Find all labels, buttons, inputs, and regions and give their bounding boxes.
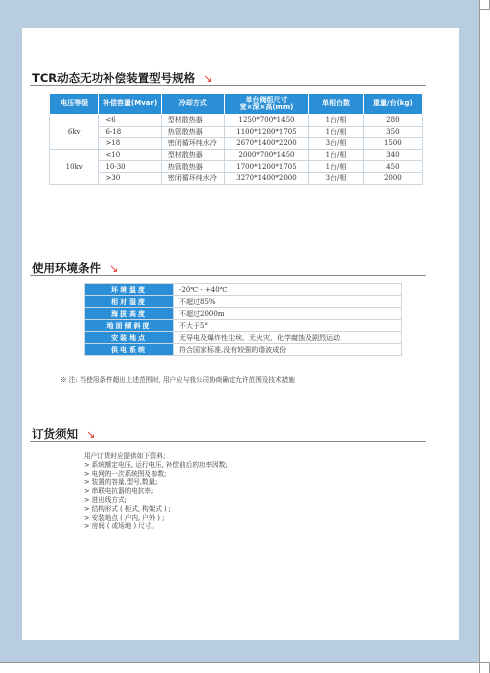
trim-line-vertical: [479, 0, 480, 673]
table-row: [85, 308, 402, 320]
list-item: > 系统额定电压, 运行电压, 补偿前后的功率因数;: [84, 460, 228, 469]
header-voltage: 电压等级: [50, 94, 99, 115]
arrow-icon: ↘: [86, 427, 96, 441]
crop-mark-bottom-left: [0, 662, 10, 673]
env-key: 环境温度: [85, 284, 174, 296]
env-value: 不超过85%: [174, 296, 402, 308]
arrow-icon: ↘: [203, 71, 213, 85]
order-section-title: [32, 426, 95, 442]
header-cooling: 冷却方式: [161, 94, 224, 115]
list-item: > 装置的容量,型号,数量;: [84, 478, 158, 487]
cooling-cell: 型材散热器: [161, 149, 224, 161]
spec-title-text: TCR动态无功补偿装置型号规格: [32, 71, 196, 85]
env-key: 安装地点: [85, 332, 174, 344]
env-key: 海拔高度: [85, 308, 174, 320]
trim-line-horizontal: [0, 662, 490, 663]
list-item: > 房间 ( 或场地 ) 尺寸。: [84, 522, 158, 531]
spec-section-title: [32, 70, 212, 86]
voltage-cell: 10kv: [50, 149, 99, 184]
env-value: 不超过2000m: [174, 308, 402, 320]
order-list: [84, 452, 228, 531]
weight-cell: 1500: [363, 138, 422, 150]
spec-header-row: [50, 94, 423, 115]
spec-table: [49, 93, 423, 185]
header-capacity: 补偿容量(Mvar): [99, 94, 161, 115]
voltage-cell: 6kv: [50, 115, 99, 150]
env-title-text: 使用环境条件: [32, 261, 101, 275]
env-section-title: [32, 260, 118, 276]
units-cell: 3台/相: [309, 172, 363, 184]
table-row: [50, 115, 423, 127]
list-item: > 安装地点 ( 户内, 户外 ) ;: [84, 513, 165, 522]
size-cell: 3270*1400*2000: [224, 172, 309, 184]
section-divider: [30, 275, 426, 276]
env-table: [84, 283, 402, 356]
env-value: 符合国家标准,没有较强的谐波成份: [174, 344, 402, 356]
list-item: 用户订货时应提供如下资料;: [84, 452, 166, 460]
table-row: [85, 344, 402, 356]
cooling-cell: 密闭循环纯水冷: [161, 172, 224, 184]
env-key: 供电系统: [85, 344, 174, 356]
units-cell: 1台/相: [309, 149, 363, 161]
section-divider: [30, 441, 426, 442]
weight-cell: 340: [363, 149, 422, 161]
crop-mark-top-right: [479, 0, 490, 10]
weight-cell: 350: [363, 126, 422, 138]
table-row: [50, 138, 423, 150]
section-divider: [30, 85, 426, 86]
weight-cell: 2000: [363, 172, 422, 184]
list-item: > 进出线方式;: [84, 495, 127, 504]
table-row: [50, 149, 423, 161]
table-row: [50, 161, 423, 173]
table-row: [85, 284, 402, 296]
capacity-cell: <10: [99, 149, 161, 161]
size-cell: 2670*1400*2200: [224, 138, 309, 150]
table-row: [50, 172, 423, 184]
capacity-cell: >30: [99, 172, 161, 184]
size-cell: 1100*1200*1705: [224, 126, 309, 138]
table-row: [85, 320, 402, 332]
env-value: 无导电及爆炸性尘埃、无火灾、化学腐蚀及剧烈运动: [174, 332, 402, 344]
table-row: [85, 332, 402, 344]
capacity-cell: 6-18: [99, 126, 161, 138]
header-size: [224, 94, 309, 115]
units-cell: 1台/相: [309, 161, 363, 173]
list-item: > 串联电抗器的电抗率;: [84, 487, 154, 496]
units-cell: 3台/相: [309, 138, 363, 150]
weight-cell: 450: [363, 161, 422, 173]
header-size-line2: 宽×深×高(mm): [239, 103, 294, 111]
size-cell: 1700*1200*1705: [224, 161, 309, 173]
cooling-cell: 热管散热器: [161, 161, 224, 173]
capacity-cell: <6: [99, 115, 161, 127]
units-cell: 1台/相: [309, 126, 363, 138]
units-cell: 1台/相: [309, 115, 363, 127]
capacity-cell: 10-30: [99, 161, 161, 173]
header-size-line1: 单台阀组尺寸: [245, 95, 288, 104]
header-weight: 重量/台(kg): [363, 94, 422, 115]
usage-note: ※ 注: 当使用条件超出上述范围时, 用户应与我公司协商确定允许范围及技术措施: [60, 376, 295, 384]
env-value: 不大于5°: [174, 320, 402, 332]
table-row: [85, 296, 402, 308]
cooling-cell: 热管散热器: [161, 126, 224, 138]
env-value: -20℃ - +40℃: [174, 284, 402, 296]
header-units: 单相台数: [309, 94, 363, 115]
capacity-cell: >18: [99, 138, 161, 150]
size-cell: 2000*700*1450: [224, 149, 309, 161]
order-title-text: 订货须知: [32, 427, 78, 441]
list-item: > 结构形式 ( 柜式, 构架式 ) ;: [84, 504, 171, 513]
cooling-cell: 密闭循环纯水冷: [161, 138, 224, 150]
crop-mark-bottom-right: [479, 662, 490, 673]
arrow-icon: ↘: [109, 261, 119, 275]
weight-cell: 280: [363, 115, 422, 127]
size-cell: 1250*700*1450: [224, 115, 309, 127]
env-key: 相对湿度: [85, 296, 174, 308]
env-key: 地面倾斜度: [85, 320, 174, 332]
table-row: [50, 126, 423, 138]
list-item: > 电网的一次系统图及参数;: [84, 469, 167, 478]
cooling-cell: 型材散热器: [161, 115, 224, 127]
